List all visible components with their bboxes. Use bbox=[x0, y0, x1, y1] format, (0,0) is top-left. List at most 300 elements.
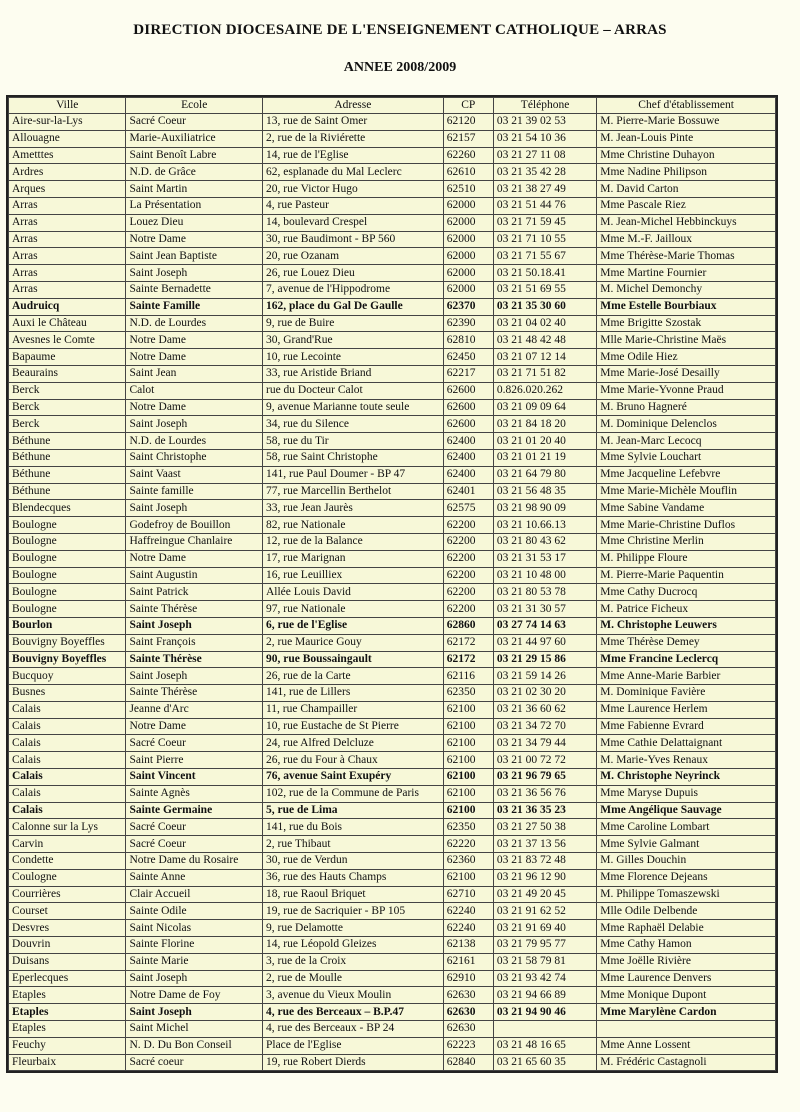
cell-ville: Bouvigny Boyeffles bbox=[9, 634, 126, 651]
cell-telephone: 03 21 71 10 55 bbox=[493, 231, 596, 248]
cell-chef: Mme Estelle Bourbiaux bbox=[597, 298, 776, 315]
cell-cp: 62240 bbox=[443, 920, 493, 937]
cell-telephone: 03 21 48 42 48 bbox=[493, 332, 596, 349]
cell-cp: 62400 bbox=[443, 449, 493, 466]
cell-telephone: 03 21 50.18.41 bbox=[493, 265, 596, 282]
cell-chef: Mme Anne Lossent bbox=[597, 1037, 776, 1054]
cell-telephone: 0.826.020.262 bbox=[493, 382, 596, 399]
school-year: ANNEE 2008/2009 bbox=[343, 60, 457, 75]
cell-adresse: 20, rue Ozanam bbox=[262, 248, 443, 265]
cell-ville: Calais bbox=[9, 701, 126, 718]
cell-adresse: 9, rue de Buire bbox=[262, 315, 443, 332]
table-row bbox=[9, 550, 776, 567]
cell-cp: 62100 bbox=[443, 735, 493, 752]
cell-adresse: 2, rue de Moulle bbox=[262, 970, 443, 987]
cell-ville: Duisans bbox=[9, 953, 126, 970]
cell-ville: Arques bbox=[9, 181, 126, 198]
cell-ville: Béthune bbox=[9, 433, 126, 450]
cell-ecole: Haffreingue Chanlaire bbox=[126, 533, 263, 550]
cell-ville: Beaurains bbox=[9, 365, 126, 382]
table-row bbox=[9, 1004, 776, 1021]
cell-ecole: Notre Dame bbox=[126, 550, 263, 567]
table-row bbox=[9, 785, 776, 802]
cell-chef: Mme Raphaël Delabie bbox=[597, 920, 776, 937]
cell-adresse: 141, rue du Bois bbox=[262, 819, 443, 836]
cell-ville: Etaples bbox=[9, 1004, 126, 1021]
cell-adresse: 58, rue Saint Christophe bbox=[262, 449, 443, 466]
cell-telephone: 03 21 27 11 08 bbox=[493, 147, 596, 164]
cell-telephone: 03 21 98 90 09 bbox=[493, 500, 596, 517]
cell-adresse: 24, rue Alfred Delcluze bbox=[262, 735, 443, 752]
cell-ecole: Saint Christophe bbox=[126, 449, 263, 466]
table-row bbox=[9, 533, 776, 550]
cell-adresse: 3, avenue du Vieux Moulin bbox=[262, 987, 443, 1004]
cell-telephone: 03 21 31 53 17 bbox=[493, 550, 596, 567]
table-row bbox=[9, 298, 776, 315]
cell-telephone: 03 21 96 79 65 bbox=[493, 769, 596, 786]
cell-chef: Mme Marie-Yvonne Praud bbox=[597, 382, 776, 399]
cell-adresse: 26, rue Louez Dieu bbox=[262, 265, 443, 282]
cell-chef: Mme Anne-Marie Barbier bbox=[597, 668, 776, 685]
cell-chef: Mme Cathy Hamon bbox=[597, 937, 776, 954]
cell-ecole: Saint Pierre bbox=[126, 752, 263, 769]
cell-telephone: 03 21 91 62 52 bbox=[493, 903, 596, 920]
cell-ecole: Notre Dame bbox=[126, 349, 263, 366]
cell-cp: 62240 bbox=[443, 903, 493, 920]
cell-ecole: Sainte Bernadette bbox=[126, 281, 263, 298]
cell-chef: Mlle Odile Delbende bbox=[597, 903, 776, 920]
cell-ecole: Louez Dieu bbox=[126, 214, 263, 231]
cell-ville: Calais bbox=[9, 802, 126, 819]
cell-adresse: 19, rue de Sacriquier - BP 105 bbox=[262, 903, 443, 920]
cell-chef: M. Dominique Delenclos bbox=[597, 416, 776, 433]
cell-cp: 62000 bbox=[443, 265, 493, 282]
cell-ville: Boulogne bbox=[9, 533, 126, 550]
cell-chef: Mme Brigitte Szostak bbox=[597, 315, 776, 332]
cell-cp: 62200 bbox=[443, 533, 493, 550]
cell-ville: Bouvigny Boyeffles bbox=[9, 651, 126, 668]
column-header-adresse: Adresse bbox=[262, 98, 443, 114]
cell-ecole: Notre Dame du Rosaire bbox=[126, 853, 263, 870]
cell-ecole: Sainte Thérèse bbox=[126, 685, 263, 702]
cell-cp: 62220 bbox=[443, 836, 493, 853]
cell-ville: Allouagne bbox=[9, 130, 126, 147]
cell-adresse: 2, rue de la Riviérette bbox=[262, 130, 443, 147]
cell-chef: Mme Odile Hiez bbox=[597, 349, 776, 366]
table-body bbox=[9, 114, 776, 1071]
cell-chef: Mme Florence Dejeans bbox=[597, 869, 776, 886]
cell-telephone: 03 21 80 53 78 bbox=[493, 584, 596, 601]
cell-chef: Mme Marie-José Desailly bbox=[597, 365, 776, 382]
cell-cp: 62172 bbox=[443, 634, 493, 651]
cell-cp: 62860 bbox=[443, 617, 493, 634]
cell-ecole: Sainte Marie bbox=[126, 953, 263, 970]
table-row bbox=[9, 1054, 776, 1071]
cell-telephone: 03 21 94 90 46 bbox=[493, 1004, 596, 1021]
table-row bbox=[9, 517, 776, 534]
table-row bbox=[9, 164, 776, 181]
cell-adresse: 58, rue du Tir bbox=[262, 433, 443, 450]
cell-telephone: 03 21 39 02 53 bbox=[493, 114, 596, 131]
table-row bbox=[9, 987, 776, 1004]
cell-ville: Courrières bbox=[9, 886, 126, 903]
cell-chef: M. Michel Demonchy bbox=[597, 281, 776, 298]
table-row bbox=[9, 214, 776, 231]
table-row bbox=[9, 365, 776, 382]
cell-telephone: 03 21 09 09 64 bbox=[493, 399, 596, 416]
cell-telephone: 03 21 01 20 40 bbox=[493, 433, 596, 450]
cell-chef: M. Jean-Marc Lecocq bbox=[597, 433, 776, 450]
table-row bbox=[9, 382, 776, 399]
cell-chef: M. Philippe Tomaszewski bbox=[597, 886, 776, 903]
cell-ecole: La Présentation bbox=[126, 197, 263, 214]
table-row bbox=[9, 853, 776, 870]
cell-cp: 62370 bbox=[443, 298, 493, 315]
cell-ville: Etaples bbox=[9, 1021, 126, 1038]
cell-cp: 62200 bbox=[443, 550, 493, 567]
cell-chef: Mme Joëlle Rivière bbox=[597, 953, 776, 970]
cell-chef: Mme Thérèse-Marie Thomas bbox=[597, 248, 776, 265]
cell-cp: 62200 bbox=[443, 601, 493, 618]
cell-chef: Mme Fabienne Evrard bbox=[597, 718, 776, 735]
table-row bbox=[9, 685, 776, 702]
cell-ecole: Sainte Odile bbox=[126, 903, 263, 920]
cell-ville: Berck bbox=[9, 399, 126, 416]
cell-adresse: 9, rue Delamotte bbox=[262, 920, 443, 937]
table-row bbox=[9, 248, 776, 265]
cell-ville: Béthune bbox=[9, 449, 126, 466]
cell-cp: 62810 bbox=[443, 332, 493, 349]
cell-telephone: 03 21 94 66 89 bbox=[493, 987, 596, 1004]
cell-cp: 62600 bbox=[443, 399, 493, 416]
column-header-cp: CP bbox=[443, 98, 493, 114]
table-row bbox=[9, 953, 776, 970]
cell-adresse: 26, rue du Four à Chaux bbox=[262, 752, 443, 769]
cell-ecole: Sacré Coeur bbox=[126, 836, 263, 853]
cell-ecole: Saint Joseph bbox=[126, 265, 263, 282]
cell-telephone: 03 21 83 72 48 bbox=[493, 853, 596, 870]
cell-ecole: N.D. de Grâce bbox=[126, 164, 263, 181]
cell-adresse: 77, rue Marcellin Berthelot bbox=[262, 483, 443, 500]
cell-ville: Calais bbox=[9, 718, 126, 735]
cell-chef: Mme Cathy Ducrocq bbox=[597, 584, 776, 601]
cell-ville: Carvin bbox=[9, 836, 126, 853]
cell-chef: M. Jean-Louis Pinte bbox=[597, 130, 776, 147]
cell-ville: Feuchy bbox=[9, 1037, 126, 1054]
cell-adresse: 13, rue de Saint Omer bbox=[262, 114, 443, 131]
cell-ecole: Saint Augustin bbox=[126, 567, 263, 584]
cell-cp: 62138 bbox=[443, 937, 493, 954]
cell-ville: Boulogne bbox=[9, 517, 126, 534]
cell-ecole: Saint Patrick bbox=[126, 584, 263, 601]
cell-adresse: 2, rue Maurice Gouy bbox=[262, 634, 443, 651]
cell-telephone: 03 21 65 60 35 bbox=[493, 1054, 596, 1071]
cell-adresse: 36, rue des Hauts Champs bbox=[262, 869, 443, 886]
cell-cp: 62100 bbox=[443, 785, 493, 802]
cell-telephone: 03 21 96 12 90 bbox=[493, 869, 596, 886]
cell-cp: 62630 bbox=[443, 1021, 493, 1038]
cell-adresse: 30, rue Baudimont - BP 560 bbox=[262, 231, 443, 248]
cell-chef: Mme Pascale Riez bbox=[597, 197, 776, 214]
cell-ville: Eperlecques bbox=[9, 970, 126, 987]
table-row bbox=[9, 130, 776, 147]
column-header-ville: Ville bbox=[9, 98, 126, 114]
table-row bbox=[9, 617, 776, 634]
cell-ville: Coulogne bbox=[9, 869, 126, 886]
cell-adresse: 141, rue Paul Doumer - BP 47 bbox=[262, 466, 443, 483]
cell-telephone: 03 21 79 95 77 bbox=[493, 937, 596, 954]
cell-chef bbox=[597, 1021, 776, 1038]
schools-table bbox=[8, 97, 776, 1071]
cell-cp: 62630 bbox=[443, 1004, 493, 1021]
cell-ville: Boulogne bbox=[9, 601, 126, 618]
column-header-chef: Chef d'établissement bbox=[597, 98, 776, 114]
cell-ville: Arras bbox=[9, 248, 126, 265]
cell-adresse: 16, rue Leuilliex bbox=[262, 567, 443, 584]
cell-adresse: 90, rue Boussaingault bbox=[262, 651, 443, 668]
table-row bbox=[9, 332, 776, 349]
cell-telephone: 03 21 48 16 65 bbox=[493, 1037, 596, 1054]
cell-telephone: 03 21 29 15 86 bbox=[493, 651, 596, 668]
cell-cp: 62350 bbox=[443, 819, 493, 836]
cell-chef: M. Pierre-Marie Bossuwe bbox=[597, 114, 776, 131]
cell-chef: Mme Cathie Delattaignant bbox=[597, 735, 776, 752]
cell-cp: 62100 bbox=[443, 718, 493, 735]
cell-cp: 62390 bbox=[443, 315, 493, 332]
cell-chef: Mme Francine Leclercq bbox=[597, 651, 776, 668]
cell-adresse: 7, avenue de l'Hippodrome bbox=[262, 281, 443, 298]
cell-cp: 62000 bbox=[443, 248, 493, 265]
cell-telephone: 03 21 35 30 60 bbox=[493, 298, 596, 315]
cell-ecole: Sainte Anne bbox=[126, 869, 263, 886]
cell-ecole: Sainte famille bbox=[126, 483, 263, 500]
cell-ecole: N. D. Du Bon Conseil bbox=[126, 1037, 263, 1054]
cell-ville: Bucquoy bbox=[9, 668, 126, 685]
cell-ecole: Godefroy de Bouillon bbox=[126, 517, 263, 534]
cell-ecole: Saint Vincent bbox=[126, 769, 263, 786]
table-row bbox=[9, 601, 776, 618]
cell-ecole: Sainte Famille bbox=[126, 298, 263, 315]
cell-telephone: 03 21 34 72 70 bbox=[493, 718, 596, 735]
cell-ecole: Jeanne d'Arc bbox=[126, 701, 263, 718]
cell-ecole: Saint Benoît Labre bbox=[126, 147, 263, 164]
cell-cp: 62100 bbox=[443, 769, 493, 786]
cell-telephone: 03 21 93 42 74 bbox=[493, 970, 596, 987]
table-row bbox=[9, 483, 776, 500]
table-row bbox=[9, 819, 776, 836]
cell-ville: Auxi le Château bbox=[9, 315, 126, 332]
cell-chef: Mme Angélique Sauvage bbox=[597, 802, 776, 819]
cell-telephone: 03 21 91 69 40 bbox=[493, 920, 596, 937]
cell-ville: Berck bbox=[9, 382, 126, 399]
cell-chef: Mme Christine Duhayon bbox=[597, 147, 776, 164]
cell-adresse: 4, rue Pasteur bbox=[262, 197, 443, 214]
cell-cp: 62200 bbox=[443, 517, 493, 534]
cell-adresse: 26, rue de la Carte bbox=[262, 668, 443, 685]
cell-telephone: 03 21 31 30 57 bbox=[493, 601, 596, 618]
cell-ecole: Saint Jean bbox=[126, 365, 263, 382]
table-row bbox=[9, 1021, 776, 1038]
cell-adresse: 4, rue des Berceaux – B.P.47 bbox=[262, 1004, 443, 1021]
cell-chef: Mme Maryse Dupuis bbox=[597, 785, 776, 802]
cell-ecole: Sainte Agnès bbox=[126, 785, 263, 802]
cell-ville: Calais bbox=[9, 769, 126, 786]
cell-cp: 62401 bbox=[443, 483, 493, 500]
cell-cp: 62100 bbox=[443, 802, 493, 819]
cell-adresse: 4, rue des Berceaux - BP 24 bbox=[262, 1021, 443, 1038]
cell-adresse: 30, Grand'Rue bbox=[262, 332, 443, 349]
cell-chef: M. Gilles Douchin bbox=[597, 853, 776, 870]
column-header-ecole: Ecole bbox=[126, 98, 263, 114]
cell-ecole: Saint François bbox=[126, 634, 263, 651]
cell-telephone: 03 21 44 97 60 bbox=[493, 634, 596, 651]
cell-ville: Condette bbox=[9, 853, 126, 870]
cell-ville: Courset bbox=[9, 903, 126, 920]
cell-ville: Calais bbox=[9, 752, 126, 769]
cell-telephone: 03 21 71 51 82 bbox=[493, 365, 596, 382]
cell-ville: Ametttes bbox=[9, 147, 126, 164]
table-row bbox=[9, 769, 776, 786]
cell-telephone: 03 21 59 14 26 bbox=[493, 668, 596, 685]
cell-ecole: Notre Dame bbox=[126, 332, 263, 349]
cell-cp: 62217 bbox=[443, 365, 493, 382]
table-row bbox=[9, 349, 776, 366]
table-row bbox=[9, 281, 776, 298]
cell-telephone: 03 21 36 35 23 bbox=[493, 802, 596, 819]
cell-ecole: Saint Martin bbox=[126, 181, 263, 198]
cell-chef: Mme Martine Fournier bbox=[597, 265, 776, 282]
cell-telephone: 03 27 74 14 63 bbox=[493, 617, 596, 634]
cell-ecole: Sainte Thérèse bbox=[126, 651, 263, 668]
cell-adresse: 5, rue de Lima bbox=[262, 802, 443, 819]
cell-ecole: Clair Accueil bbox=[126, 886, 263, 903]
cell-ecole: Sacré Coeur bbox=[126, 735, 263, 752]
cell-ecole: Marie-Auxiliatrice bbox=[126, 130, 263, 147]
cell-telephone: 03 21 10 48 00 bbox=[493, 567, 596, 584]
cell-cp: 62000 bbox=[443, 231, 493, 248]
cell-ecole: Calot bbox=[126, 382, 263, 399]
cell-ville: Calais bbox=[9, 735, 126, 752]
table-row bbox=[9, 399, 776, 416]
cell-ecole: Sacré Coeur bbox=[126, 114, 263, 131]
cell-ecole: Saint Michel bbox=[126, 1021, 263, 1038]
cell-ville: Blendecques bbox=[9, 500, 126, 517]
cell-ecole: Notre Dame de Foy bbox=[126, 987, 263, 1004]
cell-telephone: 03 21 71 59 45 bbox=[493, 214, 596, 231]
cell-chef: Mme Marie-Christine Duflos bbox=[597, 517, 776, 534]
table-row bbox=[9, 701, 776, 718]
cell-cp: 62200 bbox=[443, 567, 493, 584]
cell-ecole: Saint Joseph bbox=[126, 668, 263, 685]
cell-cp: 62710 bbox=[443, 886, 493, 903]
table-row bbox=[9, 634, 776, 651]
cell-ville: Béthune bbox=[9, 483, 126, 500]
document-title: DIRECTION DIOCESAINE DE L'ENSEIGNEMENT CATHOLIQUE – ARRAS bbox=[133, 22, 667, 38]
cell-chef: M. Dominique Favière bbox=[597, 685, 776, 702]
cell-cp: 62350 bbox=[443, 685, 493, 702]
cell-ville: Fleurbaix bbox=[9, 1054, 126, 1071]
cell-chef: Mme Christine Merlin bbox=[597, 533, 776, 550]
cell-adresse: 76, avenue Saint Exupéry bbox=[262, 769, 443, 786]
table-row bbox=[9, 718, 776, 735]
cell-adresse: 11, rue Champailler bbox=[262, 701, 443, 718]
table-row bbox=[9, 735, 776, 752]
cell-ecole: Sacré coeur bbox=[126, 1054, 263, 1071]
cell-telephone: 03 21 34 79 44 bbox=[493, 735, 596, 752]
cell-cp: 62610 bbox=[443, 164, 493, 181]
table-row bbox=[9, 802, 776, 819]
table-row bbox=[9, 449, 776, 466]
cell-ville: Avesnes le Comte bbox=[9, 332, 126, 349]
cell-chef: Mme Laurence Herlem bbox=[597, 701, 776, 718]
column-header-telephone: Téléphone bbox=[493, 98, 596, 114]
table-row bbox=[9, 567, 776, 584]
table-row bbox=[9, 836, 776, 853]
cell-chef: M. Frédéric Castagnoli bbox=[597, 1054, 776, 1071]
table-row bbox=[9, 584, 776, 601]
cell-adresse: 34, rue du Silence bbox=[262, 416, 443, 433]
cell-telephone: 03 21 80 43 62 bbox=[493, 533, 596, 550]
cell-ecole: Sacré Coeur bbox=[126, 819, 263, 836]
table-row bbox=[9, 869, 776, 886]
cell-cp: 62161 bbox=[443, 953, 493, 970]
table-row bbox=[9, 433, 776, 450]
cell-adresse: 3, rue de la Croix bbox=[262, 953, 443, 970]
cell-telephone: 03 21 84 18 20 bbox=[493, 416, 596, 433]
cell-telephone: 03 21 02 30 20 bbox=[493, 685, 596, 702]
cell-cp: 62600 bbox=[443, 416, 493, 433]
cell-adresse: 33, rue Aristide Briand bbox=[262, 365, 443, 382]
cell-chef: M. David Carton bbox=[597, 181, 776, 198]
cell-chef: Mme Monique Dupont bbox=[597, 987, 776, 1004]
cell-cp: 62840 bbox=[443, 1054, 493, 1071]
cell-ecole: Saint Joseph bbox=[126, 1004, 263, 1021]
cell-cp: 62223 bbox=[443, 1037, 493, 1054]
cell-ville: Calonne sur la Lys bbox=[9, 819, 126, 836]
cell-ville: Béthune bbox=[9, 466, 126, 483]
cell-ville: Boulogne bbox=[9, 550, 126, 567]
cell-telephone: 03 21 51 69 55 bbox=[493, 281, 596, 298]
cell-adresse: 9, avenue Marianne toute seule bbox=[262, 399, 443, 416]
cell-telephone: 03 21 54 10 36 bbox=[493, 130, 596, 147]
cell-ville: Arras bbox=[9, 231, 126, 248]
cell-telephone: 03 21 35 42 28 bbox=[493, 164, 596, 181]
cell-ecole: N.D. de Lourdes bbox=[126, 315, 263, 332]
cell-cp: 62400 bbox=[443, 466, 493, 483]
cell-chef: Mme Jacqueline Lefebvre bbox=[597, 466, 776, 483]
cell-adresse: 17, rue Marignan bbox=[262, 550, 443, 567]
cell-adresse: rue du Docteur Calot bbox=[262, 382, 443, 399]
cell-ville: Etaples bbox=[9, 987, 126, 1004]
cell-chef: Mme Thérèse Demey bbox=[597, 634, 776, 651]
table-row bbox=[9, 265, 776, 282]
cell-ecole: Sainte Thérèse bbox=[126, 601, 263, 618]
cell-adresse: 82, rue Nationale bbox=[262, 517, 443, 534]
table-row bbox=[9, 970, 776, 987]
cell-adresse: 14, rue de l'Eglise bbox=[262, 147, 443, 164]
cell-cp: 62200 bbox=[443, 584, 493, 601]
cell-telephone: 03 21 07 12 14 bbox=[493, 349, 596, 366]
cell-ecole: Sainte Germaine bbox=[126, 802, 263, 819]
cell-ville: Boulogne bbox=[9, 567, 126, 584]
cell-telephone: 03 21 49 20 45 bbox=[493, 886, 596, 903]
cell-adresse: Place de l'Eglise bbox=[262, 1037, 443, 1054]
cell-telephone: 03 21 64 79 80 bbox=[493, 466, 596, 483]
cell-cp: 62157 bbox=[443, 130, 493, 147]
cell-adresse: 20, rue Victor Hugo bbox=[262, 181, 443, 198]
cell-cp: 62260 bbox=[443, 147, 493, 164]
cell-chef: M. Marie-Yves Renaux bbox=[597, 752, 776, 769]
